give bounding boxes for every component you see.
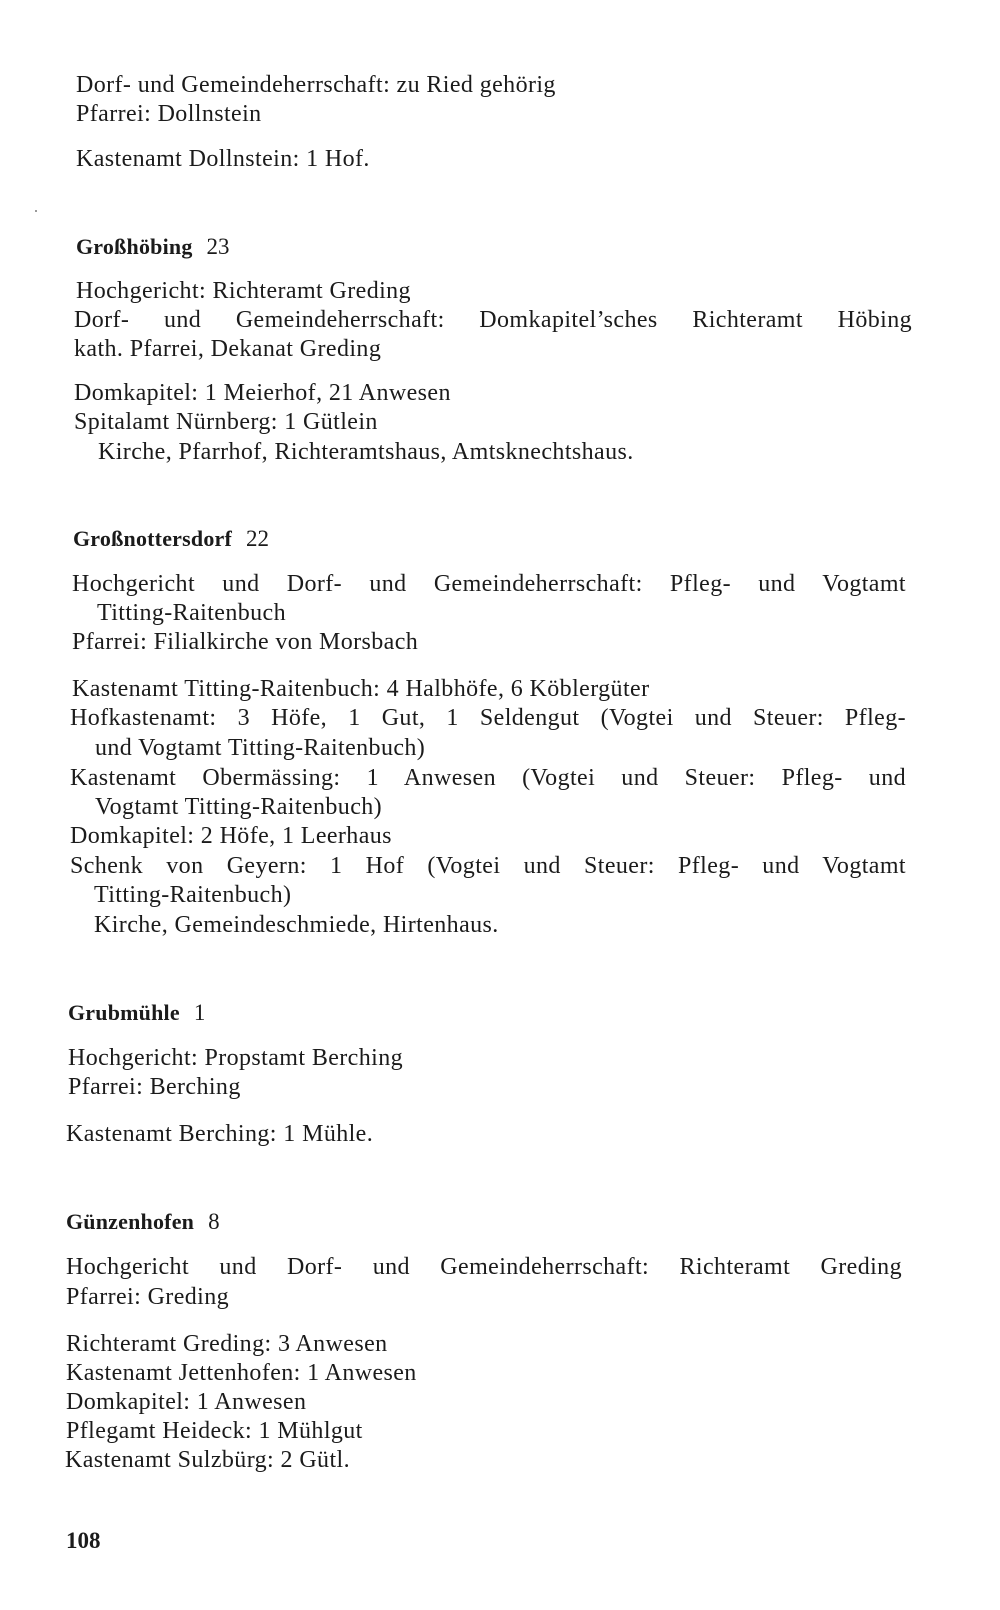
entry-heading [76, 232, 230, 261]
entry-line: kath. Pfarrei, Dekanat Greding [74, 336, 382, 362]
entry-heading [66, 1207, 220, 1236]
entry-line: Hochgericht: Propstamt Berching [68, 1045, 403, 1071]
entry-count: 8 [208, 1209, 220, 1234]
intro-line: Pfarrei: Dollnstein [76, 101, 262, 127]
page-number: 108 [66, 1528, 101, 1553]
entry-line: Pfarrei: Berching [68, 1074, 241, 1100]
entry-count: 22 [246, 526, 270, 551]
entry-line: Pflegamt Heideck: 1 Mühlgut [66, 1418, 363, 1444]
entry-line: Hochgericht: Richteramt Greding [76, 278, 411, 304]
entry-name: Großnottersdorf [73, 526, 233, 551]
intro-line: Kastenamt Dollnstein: 1 Hof. [76, 146, 370, 172]
entry-line: Hochgericht und Dorf- und Gemeindeherrschaft: Richteramt Greding [66, 1254, 902, 1280]
entry-name: Grubmühle [68, 1000, 180, 1025]
entry-line: Pfarrei: Greding [66, 1284, 230, 1310]
scan-speck [35, 210, 37, 212]
entry-line: und Vogtamt Titting-Raitenbuch) [95, 735, 426, 761]
entry-line: Titting-Raitenbuch [97, 600, 286, 626]
entry-line: Kastenamt Berching: 1 Mühle. [66, 1121, 374, 1147]
entry-name: Günzenhofen [66, 1209, 195, 1234]
entry-line: Hochgericht und Dorf- und Gemeindeherrschaft: Pfleg- und Vogtamt [72, 571, 906, 597]
entry-line: Domkapitel: 1 Anwesen [66, 1389, 307, 1415]
entry-line: Vogtamt Titting-Raitenbuch) [95, 794, 383, 820]
entry-line: Kastenamt Titting-Raitenbuch: 4 Halbhöfe, 6 Köblergüter [72, 676, 650, 702]
entry-line: Schenk von Geyern: 1 Hof (Vogtei und Steuer: Pfleg- und Vogtamt [70, 853, 906, 879]
entry-heading [73, 524, 269, 553]
entry-line: Domkapitel: 2 Höfe, 1 Leerhaus [70, 823, 392, 849]
entry-line: Kastenamt Sulzbürg: 2 Gütl. [65, 1447, 350, 1473]
entry-name: Großhöbing [76, 234, 193, 259]
entry-line: Dorf- und Gemeindeherrschaft: Domkapitel’sches Richteramt Höbing [74, 307, 912, 333]
entry-line: Richteramt Greding: 3 Anwesen [66, 1331, 388, 1357]
entry-line: Kirche, Pfarrhof, Richteramtshaus, Amtsknechtshaus. [98, 439, 634, 465]
entry-heading [68, 998, 205, 1027]
entry-line: Spitalamt Nürnberg: 1 Gütlein [74, 409, 378, 435]
entry-line: Hofkastenamt: 3 Höfe, 1 Gut, 1 Seldengut (Vogtei und Steuer: Pfleg- [70, 705, 906, 731]
entry-line: Kastenamt Jettenhofen: 1 Anwesen [66, 1360, 417, 1386]
entry-count: 1 [193, 1000, 206, 1025]
entry-line: Titting-Raitenbuch) [94, 882, 292, 908]
entry-line: Pfarrei: Filialkirche von Morsbach [72, 629, 419, 655]
entry-line: Domkapitel: 1 Meierhof, 21 Anwesen [74, 380, 451, 406]
entry-line: Kastenamt Obermässing: 1 Anwesen (Vogtei und Steuer: Pfleg- und [70, 765, 906, 791]
intro-line: Dorf- und Gemeindeherrschaft: zu Ried gehörig [76, 72, 556, 98]
entry-count: 23 [206, 234, 230, 259]
entry-line: Kirche, Gemeindeschmiede, Hirtenhaus. [94, 912, 499, 938]
